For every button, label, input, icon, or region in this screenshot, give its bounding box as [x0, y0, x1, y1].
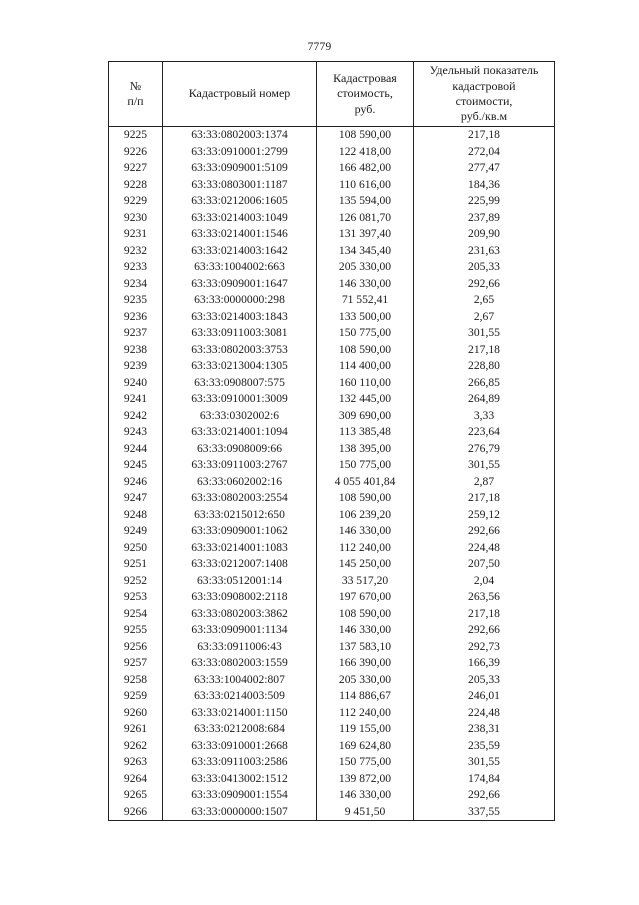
- row-number-cell: 9234: [109, 276, 163, 293]
- header-row: [109, 62, 555, 127]
- specific-indicator-cell: 301,55: [414, 457, 555, 474]
- cadastral-number-cell: 63:33:0214001:1150: [163, 705, 317, 722]
- table-row: [109, 144, 555, 161]
- row-number-cell: 9257: [109, 655, 163, 672]
- specific-indicator-cell: 2,67: [414, 309, 555, 326]
- cadastral-cost-cell: 197 670,00: [317, 589, 414, 606]
- cadastral-number-cell: 63:33:0909001:1134: [163, 622, 317, 639]
- cadastral-number-cell: 63:33:0000000:298: [163, 292, 317, 309]
- row-number-cell: 9254: [109, 606, 163, 623]
- specific-indicator-cell: 292,66: [414, 622, 555, 639]
- table-row: [109, 507, 555, 524]
- table-row: [109, 292, 555, 309]
- cadastral-number-cell: 63:33:0909001:5109: [163, 160, 317, 177]
- table-row: [109, 606, 555, 623]
- specific-indicator-cell: 2,65: [414, 292, 555, 309]
- cadastral-number-cell: 63:33:0802003:1374: [163, 127, 317, 144]
- table-row: [109, 622, 555, 639]
- row-number-cell: 9233: [109, 259, 163, 276]
- cadastral-number-cell: 63:33:0909001:1062: [163, 523, 317, 540]
- specific-indicator-cell: 217,18: [414, 342, 555, 359]
- row-number-cell: 9252: [109, 573, 163, 590]
- cadastral-number-cell: 63:33:0302002:6: [163, 408, 317, 425]
- table-row: [109, 391, 555, 408]
- specific-indicator-cell: 292,66: [414, 787, 555, 804]
- cadastral-cost-cell: 132 445,00: [317, 391, 414, 408]
- cadastral-cost-cell: 166 482,00: [317, 160, 414, 177]
- table-row: [109, 193, 555, 210]
- row-number-cell: 9245: [109, 457, 163, 474]
- row-number-cell: 9255: [109, 622, 163, 639]
- row-number-cell: 9232: [109, 243, 163, 260]
- table-row: [109, 523, 555, 540]
- row-number-cell: 9230: [109, 210, 163, 227]
- specific-indicator-cell: 217,18: [414, 490, 555, 507]
- row-number-cell: 9227: [109, 160, 163, 177]
- cadastral-number-cell: 63:33:0212006:1605: [163, 193, 317, 210]
- cadastral-number-cell: 63:33:0911006:43: [163, 639, 317, 656]
- cadastral-number-cell: 63:33:0212008:684: [163, 721, 317, 738]
- cadastral-cost-cell: 108 590,00: [317, 490, 414, 507]
- header-cadastral-cost: Кадастровая стоимость, руб.: [317, 62, 414, 127]
- cadastral-cost-cell: 146 330,00: [317, 622, 414, 639]
- cadastral-cost-cell: 119 155,00: [317, 721, 414, 738]
- specific-indicator-cell: 266,85: [414, 375, 555, 392]
- cadastral-number-cell: 63:33:0911003:2767: [163, 457, 317, 474]
- specific-indicator-cell: 224,48: [414, 540, 555, 557]
- table-header: [109, 62, 555, 127]
- cadastral-number-cell: 63:33:0512001:14: [163, 573, 317, 590]
- cadastral-number-cell: 63:33:0909001:1554: [163, 787, 317, 804]
- cadastral-cost-cell: 114 400,00: [317, 358, 414, 375]
- cadastral-cost-cell: 112 240,00: [317, 540, 414, 557]
- table-row: [109, 243, 555, 260]
- specific-indicator-cell: 292,66: [414, 276, 555, 293]
- cadastral-cost-cell: 108 590,00: [317, 127, 414, 144]
- cadastral-number-cell: 63:33:0908009:66: [163, 441, 317, 458]
- row-number-cell: 9251: [109, 556, 163, 573]
- table-row: [109, 127, 555, 144]
- specific-indicator-cell: 277,47: [414, 160, 555, 177]
- specific-indicator-cell: 292,73: [414, 639, 555, 656]
- row-number-cell: 9250: [109, 540, 163, 557]
- cadastral-cost-cell: 113 385,48: [317, 424, 414, 441]
- cadastral-number-cell: 63:33:0802003:1559: [163, 655, 317, 672]
- row-number-cell: 9260: [109, 705, 163, 722]
- specific-indicator-cell: 301,55: [414, 754, 555, 771]
- specific-indicator-cell: 225,99: [414, 193, 555, 210]
- cadastral-number-cell: 63:33:0802003:3753: [163, 342, 317, 359]
- cadastral-cost-cell: 169 624,80: [317, 738, 414, 755]
- specific-indicator-cell: 184,36: [414, 177, 555, 194]
- specific-indicator-cell: 3,33: [414, 408, 555, 425]
- row-number-cell: 9258: [109, 672, 163, 689]
- table-row: [109, 573, 555, 590]
- row-number-cell: 9248: [109, 507, 163, 524]
- table-row: [109, 688, 555, 705]
- specific-indicator-cell: 166,39: [414, 655, 555, 672]
- row-number-cell: 9263: [109, 754, 163, 771]
- table-row: [109, 259, 555, 276]
- specific-indicator-cell: 207,50: [414, 556, 555, 573]
- table-row: [109, 210, 555, 227]
- cadastral-number-cell: 63:33:0214003:1843: [163, 309, 317, 326]
- row-number-cell: 9246: [109, 474, 163, 491]
- cadastral-number-cell: 63:33:0602002:16: [163, 474, 317, 491]
- cadastral-cost-cell: 114 886,67: [317, 688, 414, 705]
- row-number-cell: 9259: [109, 688, 163, 705]
- table-row: [109, 721, 555, 738]
- cadastral-value-table: [108, 61, 555, 821]
- cadastral-cost-cell: 122 418,00: [317, 144, 414, 161]
- row-number-cell: 9242: [109, 408, 163, 425]
- row-number-cell: 9266: [109, 804, 163, 821]
- table-row: [109, 276, 555, 293]
- header-cadastral-number: Кадастровый номер: [163, 62, 317, 127]
- specific-indicator-cell: 263,56: [414, 589, 555, 606]
- row-number-cell: 9226: [109, 144, 163, 161]
- table-row: [109, 490, 555, 507]
- row-number-cell: 9249: [109, 523, 163, 540]
- cadastral-number-cell: 63:33:0803001:1187: [163, 177, 317, 194]
- row-number-cell: 9231: [109, 226, 163, 243]
- page-number: 7779: [307, 41, 332, 53]
- cadastral-number-cell: 63:33:0909001:1647: [163, 276, 317, 293]
- table-row: [109, 358, 555, 375]
- table-row: [109, 474, 555, 491]
- cadastral-number-cell: 63:33:0911003:2586: [163, 754, 317, 771]
- table-row: [109, 540, 555, 557]
- cadastral-cost-cell: 150 775,00: [317, 457, 414, 474]
- cadastral-number-cell: 63:33:0214001:1094: [163, 424, 317, 441]
- table-body: [109, 127, 555, 821]
- table-row: [109, 672, 555, 689]
- cadastral-number-cell: 63:33:0910001:2799: [163, 144, 317, 161]
- specific-indicator-cell: 237,89: [414, 210, 555, 227]
- cadastral-number-cell: 63:33:0910001:3009: [163, 391, 317, 408]
- table-row: [109, 160, 555, 177]
- cadastral-cost-cell: 145 250,00: [317, 556, 414, 573]
- cadastral-cost-cell: 126 081,70: [317, 210, 414, 227]
- table-row: [109, 738, 555, 755]
- specific-indicator-cell: 238,31: [414, 721, 555, 738]
- table-row: [109, 424, 555, 441]
- row-number-cell: 9236: [109, 309, 163, 326]
- cadastral-cost-cell: 139 872,00: [317, 771, 414, 788]
- cadastral-cost-cell: 4 055 401,84: [317, 474, 414, 491]
- cadastral-number-cell: 63:33:0802003:2554: [163, 490, 317, 507]
- row-number-cell: 9247: [109, 490, 163, 507]
- row-number-cell: 9264: [109, 771, 163, 788]
- table-row: [109, 408, 555, 425]
- cadastral-number-cell: 63:33:1004002:807: [163, 672, 317, 689]
- cadastral-number-cell: 63:33:0413002:1512: [163, 771, 317, 788]
- table-row: [109, 754, 555, 771]
- row-number-cell: 9253: [109, 589, 163, 606]
- table-row: [109, 771, 555, 788]
- table-row: [109, 589, 555, 606]
- specific-indicator-cell: 2,04: [414, 573, 555, 590]
- cadastral-number-cell: 63:33:0215012:650: [163, 507, 317, 524]
- row-number-cell: 9241: [109, 391, 163, 408]
- cadastral-cost-cell: 137 583,10: [317, 639, 414, 656]
- table-row: [109, 309, 555, 326]
- cadastral-cost-cell: 205 330,00: [317, 672, 414, 689]
- cadastral-cost-cell: 166 390,00: [317, 655, 414, 672]
- specific-indicator-cell: 292,66: [414, 523, 555, 540]
- specific-indicator-cell: 205,33: [414, 259, 555, 276]
- cadastral-number-cell: 63:33:0214001:1083: [163, 540, 317, 557]
- row-number-cell: 9262: [109, 738, 163, 755]
- table-row: [109, 639, 555, 656]
- cadastral-number-cell: 63:33:0802003:3862: [163, 606, 317, 623]
- cadastral-number-cell: 63:33:0213004:1305: [163, 358, 317, 375]
- specific-indicator-cell: 228,80: [414, 358, 555, 375]
- table-row: [109, 556, 555, 573]
- cadastral-cost-cell: 133 500,00: [317, 309, 414, 326]
- specific-indicator-cell: 174,84: [414, 771, 555, 788]
- cadastral-number-cell: 63:33:0214003:1049: [163, 210, 317, 227]
- cadastral-cost-cell: 134 345,40: [317, 243, 414, 260]
- cadastral-number-cell: 63:33:0214001:1546: [163, 226, 317, 243]
- cadastral-number-cell: 63:33:0908007:575: [163, 375, 317, 392]
- specific-indicator-cell: 276,79: [414, 441, 555, 458]
- cadastral-cost-cell: 9 451,50: [317, 804, 414, 821]
- specific-indicator-cell: 205,33: [414, 672, 555, 689]
- cadastral-cost-cell: 309 690,00: [317, 408, 414, 425]
- row-number-cell: 9225: [109, 127, 163, 144]
- row-number-cell: 9243: [109, 424, 163, 441]
- specific-indicator-cell: 337,55: [414, 804, 555, 821]
- cadastral-cost-cell: 146 330,00: [317, 787, 414, 804]
- cadastral-cost-cell: 33 517,20: [317, 573, 414, 590]
- cadastral-cost-cell: 150 775,00: [317, 325, 414, 342]
- table-row: [109, 787, 555, 804]
- cadastral-number-cell: 63:33:0214003:509: [163, 688, 317, 705]
- table-row: [109, 325, 555, 342]
- table-row: [109, 655, 555, 672]
- cadastral-cost-cell: 138 395,00: [317, 441, 414, 458]
- table-row: [109, 177, 555, 194]
- header-row-number: № п/п: [109, 62, 163, 127]
- cadastral-cost-cell: 108 590,00: [317, 606, 414, 623]
- cadastral-cost-cell: 110 616,00: [317, 177, 414, 194]
- specific-indicator-cell: 209,90: [414, 226, 555, 243]
- row-number-cell: 9261: [109, 721, 163, 738]
- row-number-cell: 9239: [109, 358, 163, 375]
- specific-indicator-cell: 224,48: [414, 705, 555, 722]
- specific-indicator-cell: 2,87: [414, 474, 555, 491]
- cadastral-cost-cell: 106 239,20: [317, 507, 414, 524]
- specific-indicator-cell: 235,59: [414, 738, 555, 755]
- cadastral-cost-cell: 108 590,00: [317, 342, 414, 359]
- specific-indicator-cell: 246,01: [414, 688, 555, 705]
- specific-indicator-cell: 301,55: [414, 325, 555, 342]
- cadastral-cost-cell: 146 330,00: [317, 276, 414, 293]
- cadastral-number-cell: 63:33:0908002:2118: [163, 589, 317, 606]
- specific-indicator-cell: 231,63: [414, 243, 555, 260]
- row-number-cell: 9228: [109, 177, 163, 194]
- cadastral-cost-cell: 146 330,00: [317, 523, 414, 540]
- cadastral-number-cell: 63:33:0212007:1408: [163, 556, 317, 573]
- specific-indicator-cell: 217,18: [414, 127, 555, 144]
- row-number-cell: 9240: [109, 375, 163, 392]
- cadastral-number-cell: 63:33:0214003:1642: [163, 243, 317, 260]
- table-row: [109, 342, 555, 359]
- cadastral-number-cell: 63:33:1004002:663: [163, 259, 317, 276]
- cadastral-number-cell: 63:33:0000000:1507: [163, 804, 317, 821]
- cadastral-cost-cell: 131 397,40: [317, 226, 414, 243]
- cadastral-cost-cell: 205 330,00: [317, 259, 414, 276]
- specific-indicator-cell: 272,04: [414, 144, 555, 161]
- table-row: [109, 226, 555, 243]
- table-row: [109, 375, 555, 392]
- row-number-cell: 9237: [109, 325, 163, 342]
- specific-indicator-cell: 217,18: [414, 606, 555, 623]
- table-row: [109, 441, 555, 458]
- specific-indicator-cell: 264,89: [414, 391, 555, 408]
- cadastral-cost-cell: 112 240,00: [317, 705, 414, 722]
- row-number-cell: 9265: [109, 787, 163, 804]
- cadastral-cost-cell: 160 110,00: [317, 375, 414, 392]
- cadastral-cost-cell: 150 775,00: [317, 754, 414, 771]
- header-specific-indicator: Удельный показатель кадастровой стоимости, руб./кв.м: [414, 62, 555, 127]
- row-number-cell: 9238: [109, 342, 163, 359]
- cadastral-number-cell: 63:33:0910001:2668: [163, 738, 317, 755]
- table-row: [109, 804, 555, 821]
- cadastral-cost-cell: 71 552,41: [317, 292, 414, 309]
- row-number-cell: 9229: [109, 193, 163, 210]
- row-number-cell: 9244: [109, 441, 163, 458]
- specific-indicator-cell: 259,12: [414, 507, 555, 524]
- specific-indicator-cell: 223,64: [414, 424, 555, 441]
- table-row: [109, 705, 555, 722]
- row-number-cell: 9235: [109, 292, 163, 309]
- row-number-cell: 9256: [109, 639, 163, 656]
- cadastral-cost-cell: 135 594,00: [317, 193, 414, 210]
- table-row: [109, 457, 555, 474]
- cadastral-number-cell: 63:33:0911003:3081: [163, 325, 317, 342]
